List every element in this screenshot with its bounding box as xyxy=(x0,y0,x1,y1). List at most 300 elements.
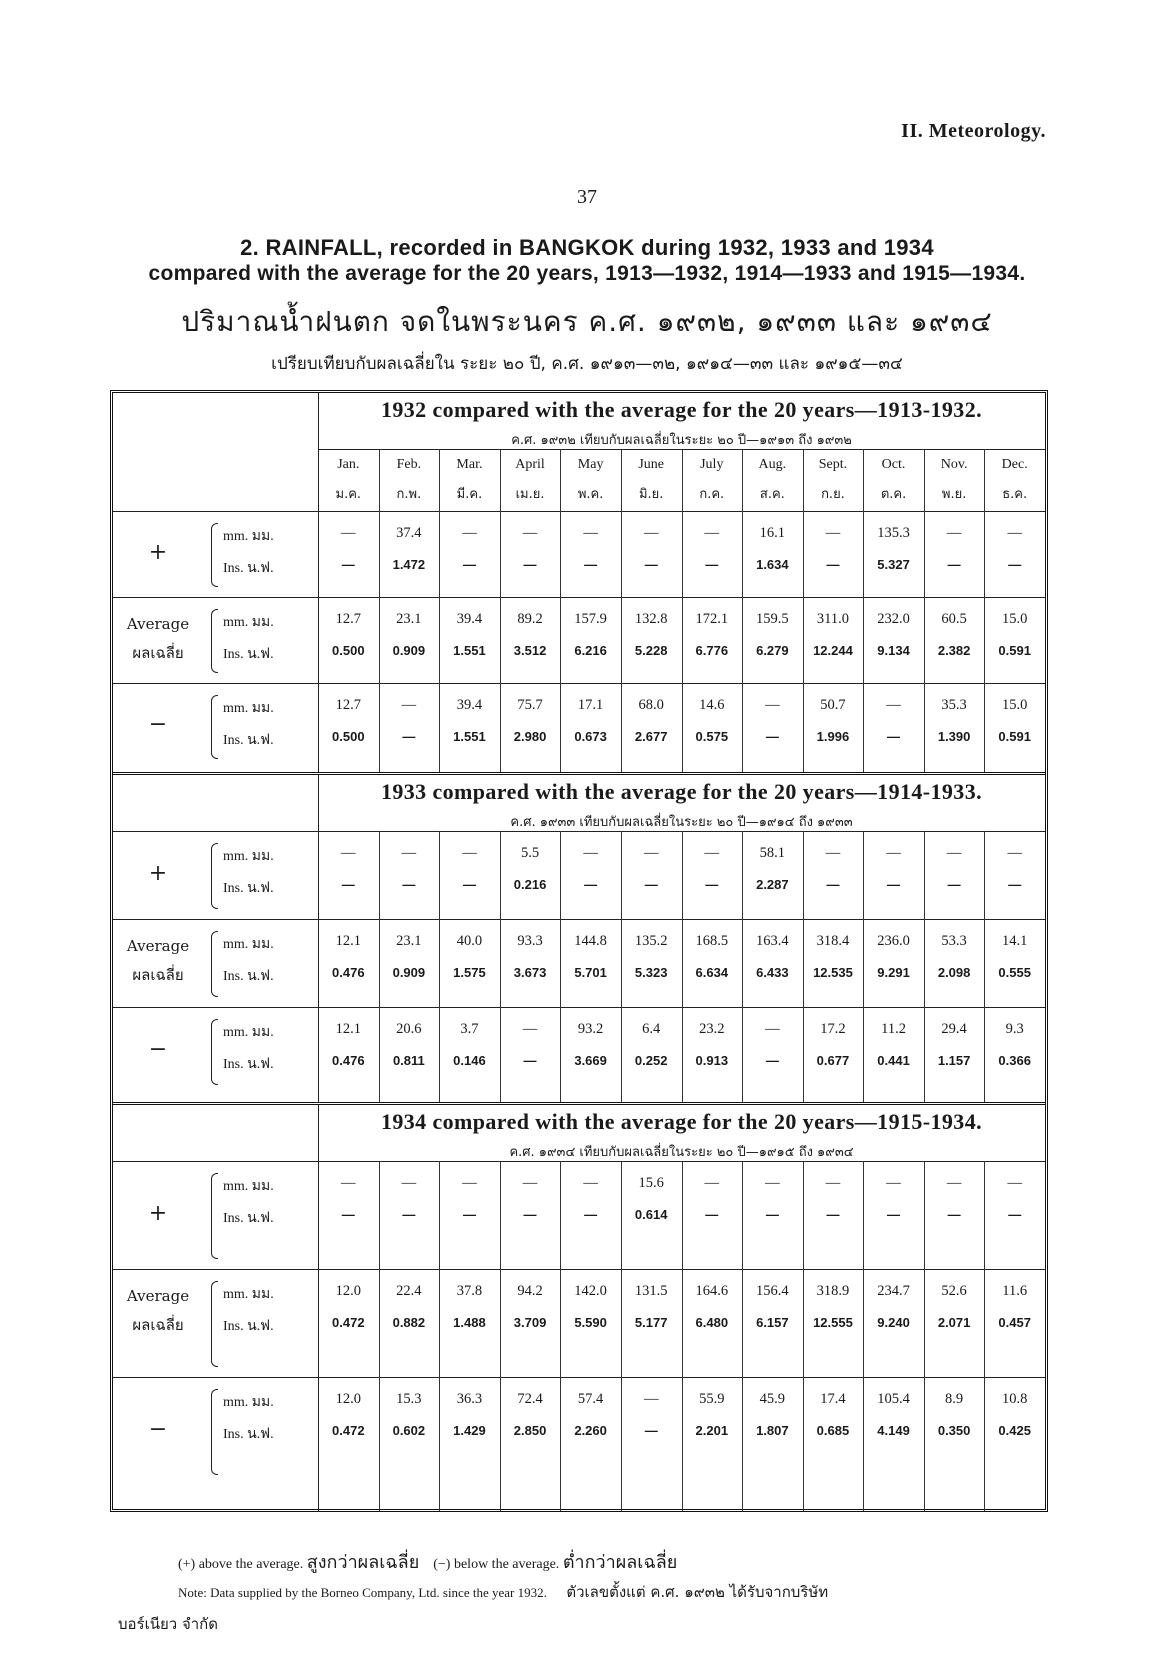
value-inches: — xyxy=(523,1053,537,1068)
value-mm: 11.6 xyxy=(1002,1283,1028,1299)
value-mm: — xyxy=(341,845,356,861)
average-label-en: Average xyxy=(126,937,190,955)
month-name-en: Mar. xyxy=(456,457,483,472)
value-mm: 15.0 xyxy=(1002,697,1028,713)
value-inches: 0.909 xyxy=(392,965,426,980)
month-name-th: ส.ค. xyxy=(759,487,785,502)
value-inches: — xyxy=(705,557,719,572)
column-line xyxy=(500,1161,501,1511)
section-header-rule xyxy=(113,831,1045,832)
value-mm: 72.4 xyxy=(517,1391,543,1407)
value-inches: 9.134 xyxy=(877,643,910,658)
value-inches: 1.472 xyxy=(392,557,426,572)
column-line xyxy=(863,1161,864,1511)
column-line xyxy=(621,1161,622,1511)
value-mm: 311.0 xyxy=(816,611,849,627)
value-inches: 6.634 xyxy=(695,965,729,980)
section-3 xyxy=(113,1105,1045,1511)
value-mm: — xyxy=(583,845,598,861)
month-header-6 xyxy=(621,457,682,504)
source-note xyxy=(178,1580,828,1604)
value-inches: — xyxy=(341,877,355,892)
month-name-th: ม.ค. xyxy=(335,487,362,502)
column-line xyxy=(924,449,925,773)
title-line-2: compared with the average for the 20 years, 1913—1932, 1914—1933 and 1915—1934. xyxy=(148,262,1026,285)
value-inches: 0.500 xyxy=(332,729,365,744)
value-inches: 2.382 xyxy=(937,643,971,658)
value-inches: — xyxy=(705,1207,719,1222)
column-line xyxy=(924,831,925,1103)
value-inches: 5.323 xyxy=(634,965,668,980)
month-name-th: มิ.ย. xyxy=(638,487,664,502)
section-header-rule xyxy=(113,511,1045,512)
value-mm: 12.7 xyxy=(335,611,361,627)
column-line xyxy=(439,449,440,773)
value-inches: 1.551 xyxy=(453,643,486,658)
value-mm: 35.3 xyxy=(941,697,967,713)
value-mm: — xyxy=(462,845,477,861)
bracket xyxy=(211,1281,218,1367)
value-inches: 0.252 xyxy=(634,1053,668,1068)
group-divider xyxy=(113,1269,1045,1270)
value-mm: 164.6 xyxy=(695,1283,729,1299)
value-mm: — xyxy=(765,1021,780,1037)
legend-minus: (−) below the average. xyxy=(433,1557,560,1572)
column-line xyxy=(379,449,380,773)
value-inches: — xyxy=(644,1423,658,1438)
value-inches: — xyxy=(887,877,901,892)
column-line xyxy=(621,831,622,1103)
value-inches: 1.575 xyxy=(453,965,486,980)
average-label-th: ผลเฉลี่ย xyxy=(132,644,184,662)
source-note-thai-2: บอร์เนียว จำกัด xyxy=(118,1615,218,1633)
section-title: 1934 compared with the average for the 20 years—1915-1934. xyxy=(380,1109,982,1134)
column-line xyxy=(742,449,743,773)
value-mm: 135.3 xyxy=(877,525,910,541)
month-header-3 xyxy=(439,457,500,504)
bracket xyxy=(211,1019,218,1085)
value-mm: 23.1 xyxy=(396,611,422,627)
value-mm: 12.0 xyxy=(335,1283,361,1299)
column-line xyxy=(682,831,683,1103)
column-line xyxy=(621,449,622,773)
value-inches: 0.673 xyxy=(574,729,607,744)
value-inches: 4.149 xyxy=(877,1423,910,1438)
value-inches: 5.228 xyxy=(634,643,668,658)
value-mm: 40.0 xyxy=(456,933,483,949)
average-group-label xyxy=(113,1287,203,1337)
value-inches: — xyxy=(1008,1207,1022,1222)
column-line xyxy=(682,1161,683,1511)
value-inches: — xyxy=(402,729,416,744)
value-inches: 6.480 xyxy=(695,1315,729,1330)
value-inches: 1.996 xyxy=(816,729,850,744)
below-average-group-label: − xyxy=(148,1037,168,1062)
value-inches: 1.390 xyxy=(937,729,971,744)
value-mm: 39.4 xyxy=(456,697,483,713)
value-mm: — xyxy=(704,845,720,861)
month-name-en: June xyxy=(638,457,665,472)
value-inches: 0.476 xyxy=(332,1053,365,1068)
average-label-th: ผลเฉลี่ย xyxy=(132,966,184,984)
value-mm: 12.0 xyxy=(335,1391,361,1407)
month-header-10 xyxy=(863,457,924,504)
value-inches: 3.512 xyxy=(513,643,547,658)
value-mm: — xyxy=(341,1175,356,1191)
month-header-8 xyxy=(742,457,803,504)
thai-title-line-1: ปริมาณน้ำฝนตก จดในพระนคร ค.ศ. ๑๙๓๒, ๑๙๓๓ และ ๑๙๓๔ xyxy=(181,305,993,338)
group-divider xyxy=(113,1007,1045,1008)
value-mm: 93.2 xyxy=(577,1021,604,1037)
value-inches: 6.433 xyxy=(756,965,789,980)
value-mm: — xyxy=(825,845,841,861)
month-name-en: Feb. xyxy=(396,457,422,472)
value-mm: 135.2 xyxy=(634,933,668,949)
section-top-rule xyxy=(113,1102,1045,1105)
value-inches: 0.350 xyxy=(937,1423,971,1438)
value-mm: — xyxy=(1007,525,1022,541)
value-mm: 105.4 xyxy=(877,1391,910,1407)
month-name-en: May xyxy=(577,457,604,472)
average-label-en: Average xyxy=(126,615,190,633)
value-mm: 94.2 xyxy=(517,1283,543,1299)
value-mm: 22.4 xyxy=(396,1283,422,1299)
legend-plus-thai: สูงกว่าผลเฉลี่ย xyxy=(306,1552,420,1573)
bracket xyxy=(211,1173,218,1259)
legend-plus: (+) above the average. xyxy=(178,1557,304,1572)
value-inches: — xyxy=(402,1207,416,1222)
value-mm: 17.4 xyxy=(820,1391,846,1407)
legend xyxy=(178,1547,677,1576)
value-mm: 20.6 xyxy=(396,1021,422,1037)
column-line xyxy=(984,831,985,1103)
value-mm: 142.0 xyxy=(574,1283,607,1299)
unit-mm: mm. มม. xyxy=(223,529,274,544)
value-mm: 172.1 xyxy=(695,611,729,627)
value-inches: — xyxy=(523,1207,537,1222)
group-divider xyxy=(113,1377,1045,1378)
value-mm: — xyxy=(886,697,901,713)
value-mm: 75.7 xyxy=(517,697,543,713)
value-inches: — xyxy=(584,557,598,572)
value-mm: 6.4 xyxy=(642,1021,661,1037)
title-line-1: 2. RAINFALL, recorded in BANGKOK during 1932, 1933 and 1934 xyxy=(240,235,934,260)
value-inches: 12.555 xyxy=(813,1315,853,1330)
value-mm: 89.2 xyxy=(517,611,543,627)
value-mm: 58.1 xyxy=(759,845,786,861)
section-subtitle: ค.ศ. ๑๙๓๓ เทียบกับผลเฉลี่ยในระยะ ๒๐ ปี—๑๙๑๔ ถึง ๑๙๓๓ xyxy=(510,815,853,830)
value-inches: 2.098 xyxy=(937,965,971,980)
value-inches: 0.685 xyxy=(816,1423,850,1438)
value-mm: — xyxy=(765,697,780,713)
month-name-th: พ.ย. xyxy=(941,487,967,502)
value-inches: — xyxy=(826,1207,840,1222)
value-mm: 57.4 xyxy=(577,1391,604,1407)
value-inches: — xyxy=(947,557,961,572)
unit-inches: Ins. น.ฟ. xyxy=(223,1319,274,1334)
value-mm: 5.5 xyxy=(520,845,540,861)
value-inches: 0.591 xyxy=(998,643,1031,658)
month-header-9 xyxy=(803,457,864,504)
unit-mm: mm. มม. xyxy=(223,1179,274,1194)
value-mm: 10.8 xyxy=(1002,1391,1028,1407)
value-inches: 5.177 xyxy=(634,1315,668,1330)
value-mm: 163.4 xyxy=(756,933,789,949)
section-subtitle: ค.ศ. ๑๙๓๔ เทียบกับผลเฉลี่ยในระยะ ๒๐ ปี—๑๙๑๕ ถึง ๑๙๓๔ xyxy=(509,1145,854,1160)
value-mm: 232.0 xyxy=(877,611,910,627)
value-mm: — xyxy=(583,525,598,541)
unit-inches: Ins. น.ฟ. xyxy=(223,561,274,576)
value-inches: 2.201 xyxy=(695,1423,729,1438)
bracket xyxy=(211,523,218,587)
unit-inches: Ins. น.ฟ. xyxy=(223,733,274,748)
value-inches: 6.157 xyxy=(756,1315,789,1330)
unit-inches: Ins. น.ฟ. xyxy=(223,1427,274,1442)
value-mm: 12.1 xyxy=(335,1021,361,1037)
value-inches: 12.244 xyxy=(813,643,853,658)
value-mm: 68.0 xyxy=(638,697,664,713)
month-name-th: ก.ย. xyxy=(821,487,845,502)
column-line xyxy=(500,831,501,1103)
value-mm: — xyxy=(522,1175,538,1191)
value-inches: — xyxy=(341,1207,355,1222)
month-name-en: Nov. xyxy=(940,457,968,472)
month-header-4 xyxy=(500,457,561,504)
value-inches: — xyxy=(584,1207,598,1222)
value-mm: 156.4 xyxy=(756,1283,789,1299)
column-line xyxy=(560,449,561,773)
value-mm: 17.1 xyxy=(577,697,604,713)
value-mm: 234.7 xyxy=(877,1283,910,1299)
above-average-group-label: + xyxy=(148,861,168,886)
group-divider xyxy=(113,919,1045,920)
value-mm: — xyxy=(401,845,417,861)
value-inches: 2.850 xyxy=(513,1423,547,1438)
value-inches: 6.279 xyxy=(756,643,789,658)
legend-minus-thai: ต่ำกว่าผลเฉลี่ย xyxy=(562,1552,678,1573)
column-line xyxy=(924,1161,925,1511)
above-average-group-label: + xyxy=(148,540,168,565)
unit-mm: mm. มม. xyxy=(223,615,274,630)
column-line xyxy=(682,449,683,773)
value-inches: 5.327 xyxy=(877,557,910,572)
section-2 xyxy=(113,775,1045,1103)
page-number: 37 xyxy=(577,186,597,208)
month-header-12 xyxy=(984,457,1045,504)
value-inches: 1.551 xyxy=(453,729,486,744)
unit-inches: Ins. น.ฟ. xyxy=(223,647,274,662)
value-inches: 12.535 xyxy=(813,965,853,980)
value-mm: 36.3 xyxy=(456,1391,483,1407)
value-mm: 157.9 xyxy=(574,611,607,627)
value-inches: 1.157 xyxy=(937,1053,971,1068)
value-mm: 8.9 xyxy=(945,1391,964,1407)
value-mm: — xyxy=(1007,1175,1022,1191)
value-inches: — xyxy=(462,557,476,572)
unit-mm: mm. มม. xyxy=(223,1287,274,1302)
section-title: 1932 compared with the average for the 20 years—1913-1932. xyxy=(380,397,982,422)
value-mm: — xyxy=(704,525,720,541)
value-inches: — xyxy=(947,877,961,892)
value-inches: 0.677 xyxy=(816,1053,850,1068)
value-inches: 0.602 xyxy=(392,1423,426,1438)
value-mm: — xyxy=(825,525,841,541)
value-inches: 0.457 xyxy=(998,1315,1031,1330)
value-mm: 16.1 xyxy=(759,525,786,541)
month-name-en: Dec. xyxy=(1001,457,1028,472)
value-mm: — xyxy=(462,525,477,541)
month-name-en: April xyxy=(515,457,545,472)
column-line xyxy=(803,1161,804,1511)
value-mm: 131.5 xyxy=(634,1283,668,1299)
unit-inches: Ins. น.ฟ. xyxy=(223,1057,274,1072)
month-header-7 xyxy=(682,457,743,504)
value-inches: 9.240 xyxy=(877,1315,910,1330)
value-inches: 0.146 xyxy=(453,1053,486,1068)
value-mm: — xyxy=(704,1175,720,1191)
column-line xyxy=(439,1161,440,1511)
value-mm: 55.9 xyxy=(699,1391,725,1407)
bracket xyxy=(211,843,218,909)
value-inches: — xyxy=(887,1207,901,1222)
column-line xyxy=(984,1161,985,1511)
value-mm: — xyxy=(886,845,901,861)
value-inches: — xyxy=(887,729,901,744)
value-inches: 0.472 xyxy=(332,1423,365,1438)
value-mm: — xyxy=(946,525,962,541)
month-name-th: มี.ค. xyxy=(456,487,483,502)
value-mm: 23.1 xyxy=(396,933,422,949)
value-mm: — xyxy=(401,697,417,713)
section-1 xyxy=(113,393,1045,773)
value-inches: 0.500 xyxy=(332,643,365,658)
value-mm: 159.5 xyxy=(756,611,789,627)
value-mm: 53.3 xyxy=(941,933,967,949)
value-mm: 14.1 xyxy=(1002,933,1028,949)
month-name-th: ต.ค. xyxy=(880,487,907,502)
section-subtitle: ค.ศ. ๑๙๓๒ เทียบกับผลเฉลี่ยในระยะ ๒๐ ปี—๑๙๑๓ ถึง ๑๙๓๒ xyxy=(511,433,852,448)
value-inches: — xyxy=(402,877,416,892)
value-inches: 5.701 xyxy=(574,965,607,980)
below-average-group-label: − xyxy=(148,1417,168,1442)
month-name-en: Aug. xyxy=(758,457,787,472)
month-name-en: Sept. xyxy=(818,457,848,472)
value-inches: 1.488 xyxy=(453,1315,486,1330)
value-inches: — xyxy=(765,729,779,744)
value-mm: 29.4 xyxy=(941,1021,967,1037)
below-average-group-label: − xyxy=(148,712,168,737)
value-inches: 5.590 xyxy=(574,1315,607,1330)
page-header-right: II. Meteorology. xyxy=(901,120,1046,142)
value-mm: — xyxy=(765,1175,780,1191)
unit-inches: Ins. น.ฟ. xyxy=(223,881,274,896)
unit-mm: mm. มม. xyxy=(223,1395,274,1410)
value-inches: 0.614 xyxy=(634,1207,668,1222)
column-line xyxy=(379,1161,380,1511)
value-inches: — xyxy=(341,557,355,572)
value-mm: 12.7 xyxy=(335,697,361,713)
value-inches: 6.216 xyxy=(574,643,607,658)
value-inches: 6.776 xyxy=(695,643,729,658)
value-inches: 1.429 xyxy=(453,1423,486,1438)
month-name-th: พ.ค. xyxy=(577,487,604,502)
value-inches: 2.071 xyxy=(937,1315,971,1330)
value-inches: 0.575 xyxy=(695,729,729,744)
value-mm: 45.9 xyxy=(759,1391,786,1407)
value-mm: 318.9 xyxy=(816,1283,850,1299)
unit-mm: mm. มม. xyxy=(223,701,274,716)
unit-mm: mm. มม. xyxy=(223,1025,274,1040)
section-top-rule xyxy=(113,772,1045,775)
value-inches: 2.677 xyxy=(634,729,668,744)
value-mm: 144.8 xyxy=(574,933,607,949)
group-divider xyxy=(113,597,1045,598)
value-mm: 132.8 xyxy=(634,611,668,627)
value-inches: — xyxy=(1008,557,1022,572)
value-mm: 15.6 xyxy=(638,1175,664,1191)
value-inches: — xyxy=(644,877,658,892)
value-mm: — xyxy=(946,845,962,861)
value-inches: — xyxy=(765,1053,779,1068)
section-title: 1933 compared with the average for the 20 years—1914-1933. xyxy=(380,779,982,804)
month-header-11 xyxy=(924,457,985,504)
value-mm: 15.3 xyxy=(396,1391,422,1407)
value-inches: — xyxy=(523,557,537,572)
average-label-en: Average xyxy=(126,1287,190,1305)
value-mm: — xyxy=(522,525,538,541)
month-name-en: July xyxy=(700,457,724,472)
column-line xyxy=(742,1161,743,1511)
value-mm: 168.5 xyxy=(695,933,729,949)
value-inches: 9.291 xyxy=(877,965,910,980)
value-mm: 9.3 xyxy=(1005,1021,1024,1037)
unit-inches: Ins. น.ฟ. xyxy=(223,969,274,984)
average-group-label xyxy=(113,615,203,665)
value-mm: — xyxy=(946,1175,962,1191)
column-line xyxy=(803,449,804,773)
value-mm: 37.8 xyxy=(456,1283,483,1299)
value-inches: — xyxy=(705,877,719,892)
month-name-th: เม.ย. xyxy=(515,487,545,502)
column-line xyxy=(379,831,380,1103)
value-inches: — xyxy=(947,1207,961,1222)
value-mm: — xyxy=(583,1175,598,1191)
value-mm: 93.3 xyxy=(517,933,543,949)
value-inches: 3.709 xyxy=(513,1315,547,1330)
value-inches: 1.634 xyxy=(756,557,789,572)
value-inches: — xyxy=(584,877,598,892)
source-note-en: Note: Data supplied by the Borneo Company, Ltd. since the year 1932. xyxy=(178,1585,547,1600)
value-mm: 14.6 xyxy=(699,697,725,713)
column-line xyxy=(742,831,743,1103)
bracket xyxy=(211,609,218,673)
column-line xyxy=(560,1161,561,1511)
value-mm: 17.2 xyxy=(820,1021,846,1037)
unit-mm: mm. มม. xyxy=(223,937,274,952)
value-mm: 12.1 xyxy=(335,933,361,949)
month-name-th: ก.ค. xyxy=(699,487,725,502)
value-inches: 3.669 xyxy=(574,1053,607,1068)
value-inches: — xyxy=(826,557,840,572)
value-mm: — xyxy=(341,525,356,541)
value-inches: — xyxy=(462,1207,476,1222)
average-group-label xyxy=(113,937,203,987)
month-header-5 xyxy=(560,457,621,504)
group-divider xyxy=(113,683,1045,684)
value-mm: — xyxy=(462,1175,477,1191)
rainfall-table xyxy=(110,390,1048,1512)
value-mm: 15.0 xyxy=(1002,611,1028,627)
